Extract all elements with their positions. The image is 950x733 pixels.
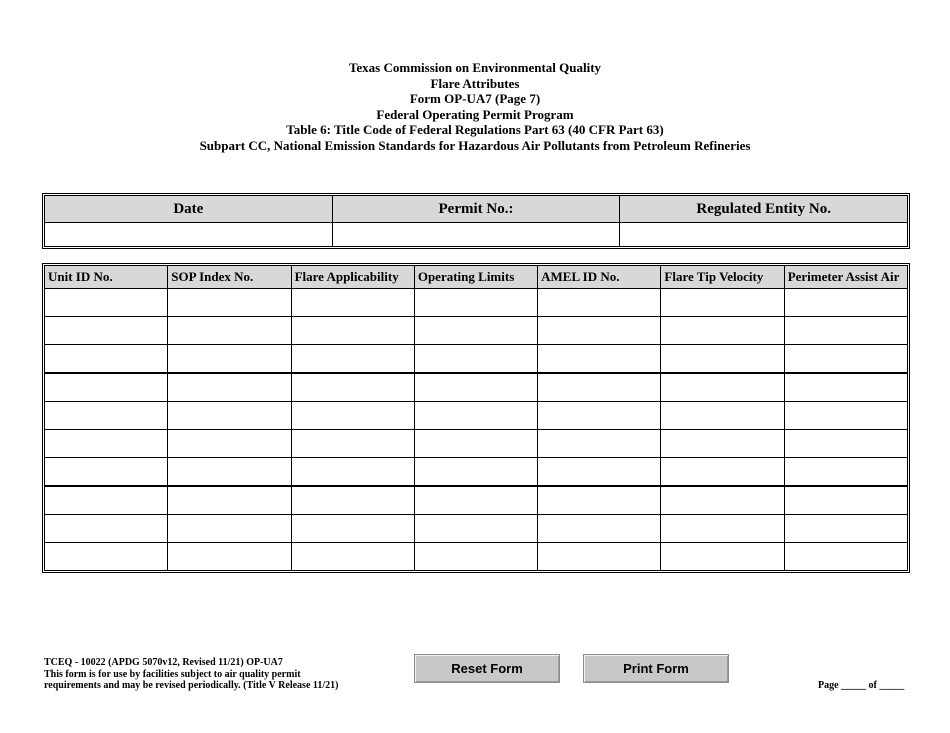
table-body: [45, 289, 908, 571]
sop-index-header: SOP Index No.: [168, 266, 291, 289]
permit-no-header: Permit No.:: [332, 196, 620, 223]
table-cell[interactable]: [784, 317, 907, 345]
table-cell[interactable]: [784, 373, 907, 402]
table-cell[interactable]: [661, 543, 784, 571]
table-cell[interactable]: [784, 458, 907, 487]
table-header-row: [45, 266, 908, 289]
table-cell[interactable]: [45, 486, 168, 515]
table-cell[interactable]: [414, 430, 537, 458]
table-cell[interactable]: [784, 543, 907, 571]
form-id-text: TCEQ - 10022 (APDG 5070v12, Revised 11/21) OP-UA7: [44, 657, 283, 668]
table-cell[interactable]: [538, 373, 661, 402]
revision-note: requirements and may be revised periodically. (Title V Release 11/21): [44, 680, 339, 691]
form-header: [0, 60, 950, 153]
table-cell[interactable]: [661, 345, 784, 374]
date-header: Date: [45, 196, 333, 223]
table-cell[interactable]: [661, 317, 784, 345]
table-cell[interactable]: [661, 486, 784, 515]
page-number: Page _____ of _____: [818, 680, 905, 691]
flare-tip-velocity-header: Flare Tip Velocity: [661, 266, 784, 289]
table-cell[interactable]: [168, 373, 291, 402]
table-row: [45, 458, 908, 487]
table-row: [45, 317, 908, 345]
table-cell[interactable]: [538, 402, 661, 430]
table-cell[interactable]: [538, 345, 661, 374]
table-cell[interactable]: [168, 458, 291, 487]
table-row: [45, 345, 908, 374]
table-cell[interactable]: [291, 458, 414, 487]
table-cell[interactable]: [45, 317, 168, 345]
table-cell[interactable]: [414, 317, 537, 345]
table-cell[interactable]: [45, 289, 168, 317]
table-row: [45, 402, 908, 430]
form-subject: Flare Attributes: [430, 75, 520, 91]
table-cell[interactable]: [168, 430, 291, 458]
table-cell[interactable]: [45, 345, 168, 374]
permit-no-field[interactable]: [332, 223, 620, 247]
date-field[interactable]: [45, 223, 333, 247]
table-cell[interactable]: [168, 543, 291, 571]
table-cell[interactable]: [661, 289, 784, 317]
table-cell[interactable]: [291, 515, 414, 543]
table-cell[interactable]: [414, 458, 537, 487]
table-cell[interactable]: [661, 430, 784, 458]
table-cell[interactable]: [291, 543, 414, 571]
table-cell[interactable]: [661, 402, 784, 430]
info-table: [44, 195, 908, 247]
flare-table-frame: [42, 263, 910, 573]
table-cell[interactable]: [45, 373, 168, 402]
flare-attributes-table: [44, 265, 908, 571]
reset-form-button[interactable]: Reset Form: [414, 654, 560, 683]
table-row: [45, 289, 908, 317]
table-cell[interactable]: [784, 402, 907, 430]
table-cell[interactable]: [414, 543, 537, 571]
table-cell[interactable]: [538, 289, 661, 317]
table-cell[interactable]: [45, 430, 168, 458]
flare-applicability-header: Flare Applicability: [291, 266, 414, 289]
table-cell[interactable]: [168, 402, 291, 430]
table-cell[interactable]: [538, 486, 661, 515]
table-cell[interactable]: [661, 373, 784, 402]
table-cell[interactable]: [168, 515, 291, 543]
table-cell[interactable]: [414, 289, 537, 317]
table-cell[interactable]: [291, 402, 414, 430]
perimeter-assist-air-header: Perimeter Assist Air: [784, 266, 907, 289]
table-cell[interactable]: [168, 486, 291, 515]
table-cell[interactable]: [45, 402, 168, 430]
table-cell[interactable]: [168, 345, 291, 374]
table-cell[interactable]: [414, 515, 537, 543]
table-cell[interactable]: [291, 345, 414, 374]
table-cell[interactable]: [538, 458, 661, 487]
table-cell[interactable]: [784, 289, 907, 317]
form-footer: [44, 657, 338, 692]
form-number: Form OP-UA7 (Page 7): [409, 91, 541, 106]
info-table-frame: [42, 193, 910, 249]
table-cell[interactable]: [45, 543, 168, 571]
table-cell[interactable]: [45, 458, 168, 487]
table-cell[interactable]: [661, 515, 784, 543]
table-cell[interactable]: [784, 486, 907, 515]
table-cell[interactable]: [45, 515, 168, 543]
table-cell[interactable]: [168, 289, 291, 317]
table-cell[interactable]: [291, 317, 414, 345]
operating-limits-header: Operating Limits: [414, 266, 537, 289]
subpart-title: Subpart CC, National Emission Standards for Hazardous Air Pollutants from Petroleum Refineries: [199, 137, 751, 153]
table-cell[interactable]: [414, 402, 537, 430]
usage-note: This form is for use by facilities subject to air quality permit: [44, 668, 301, 680]
table-cell[interactable]: [538, 317, 661, 345]
table-row: [45, 543, 908, 571]
table-cell[interactable]: [291, 486, 414, 515]
table-cell[interactable]: [414, 345, 537, 374]
regulated-entity-header: Regulated Entity No.: [620, 196, 908, 223]
program-name: Federal Operating Permit Program: [376, 106, 574, 122]
print-form-button[interactable]: Print Form: [583, 654, 729, 683]
agency-title: Texas Commission on Environmental Quality: [348, 60, 602, 75]
table-cell[interactable]: [291, 289, 414, 317]
table-cell[interactable]: [784, 345, 907, 374]
table-title: Table 6: Title Code of Federal Regulations Part 63 (40 CFR Part 63): [286, 122, 664, 137]
table-cell[interactable]: [291, 430, 414, 458]
table-cell[interactable]: [414, 486, 537, 515]
table-cell[interactable]: [784, 515, 907, 543]
table-cell[interactable]: [538, 543, 661, 571]
table-cell[interactable]: [538, 515, 661, 543]
table-cell[interactable]: [414, 373, 537, 402]
table-row: [45, 373, 908, 402]
table-cell[interactable]: [168, 317, 291, 345]
table-row: [45, 430, 908, 458]
table-row: [45, 486, 908, 515]
table-cell[interactable]: [538, 430, 661, 458]
regulated-entity-field[interactable]: [620, 223, 908, 247]
table-cell[interactable]: [661, 458, 784, 487]
amel-id-header: AMEL ID No.: [538, 266, 661, 289]
table-cell[interactable]: [291, 373, 414, 402]
table-row: [45, 515, 908, 543]
table-cell[interactable]: [784, 430, 907, 458]
unit-id-header: Unit ID No.: [45, 266, 168, 289]
